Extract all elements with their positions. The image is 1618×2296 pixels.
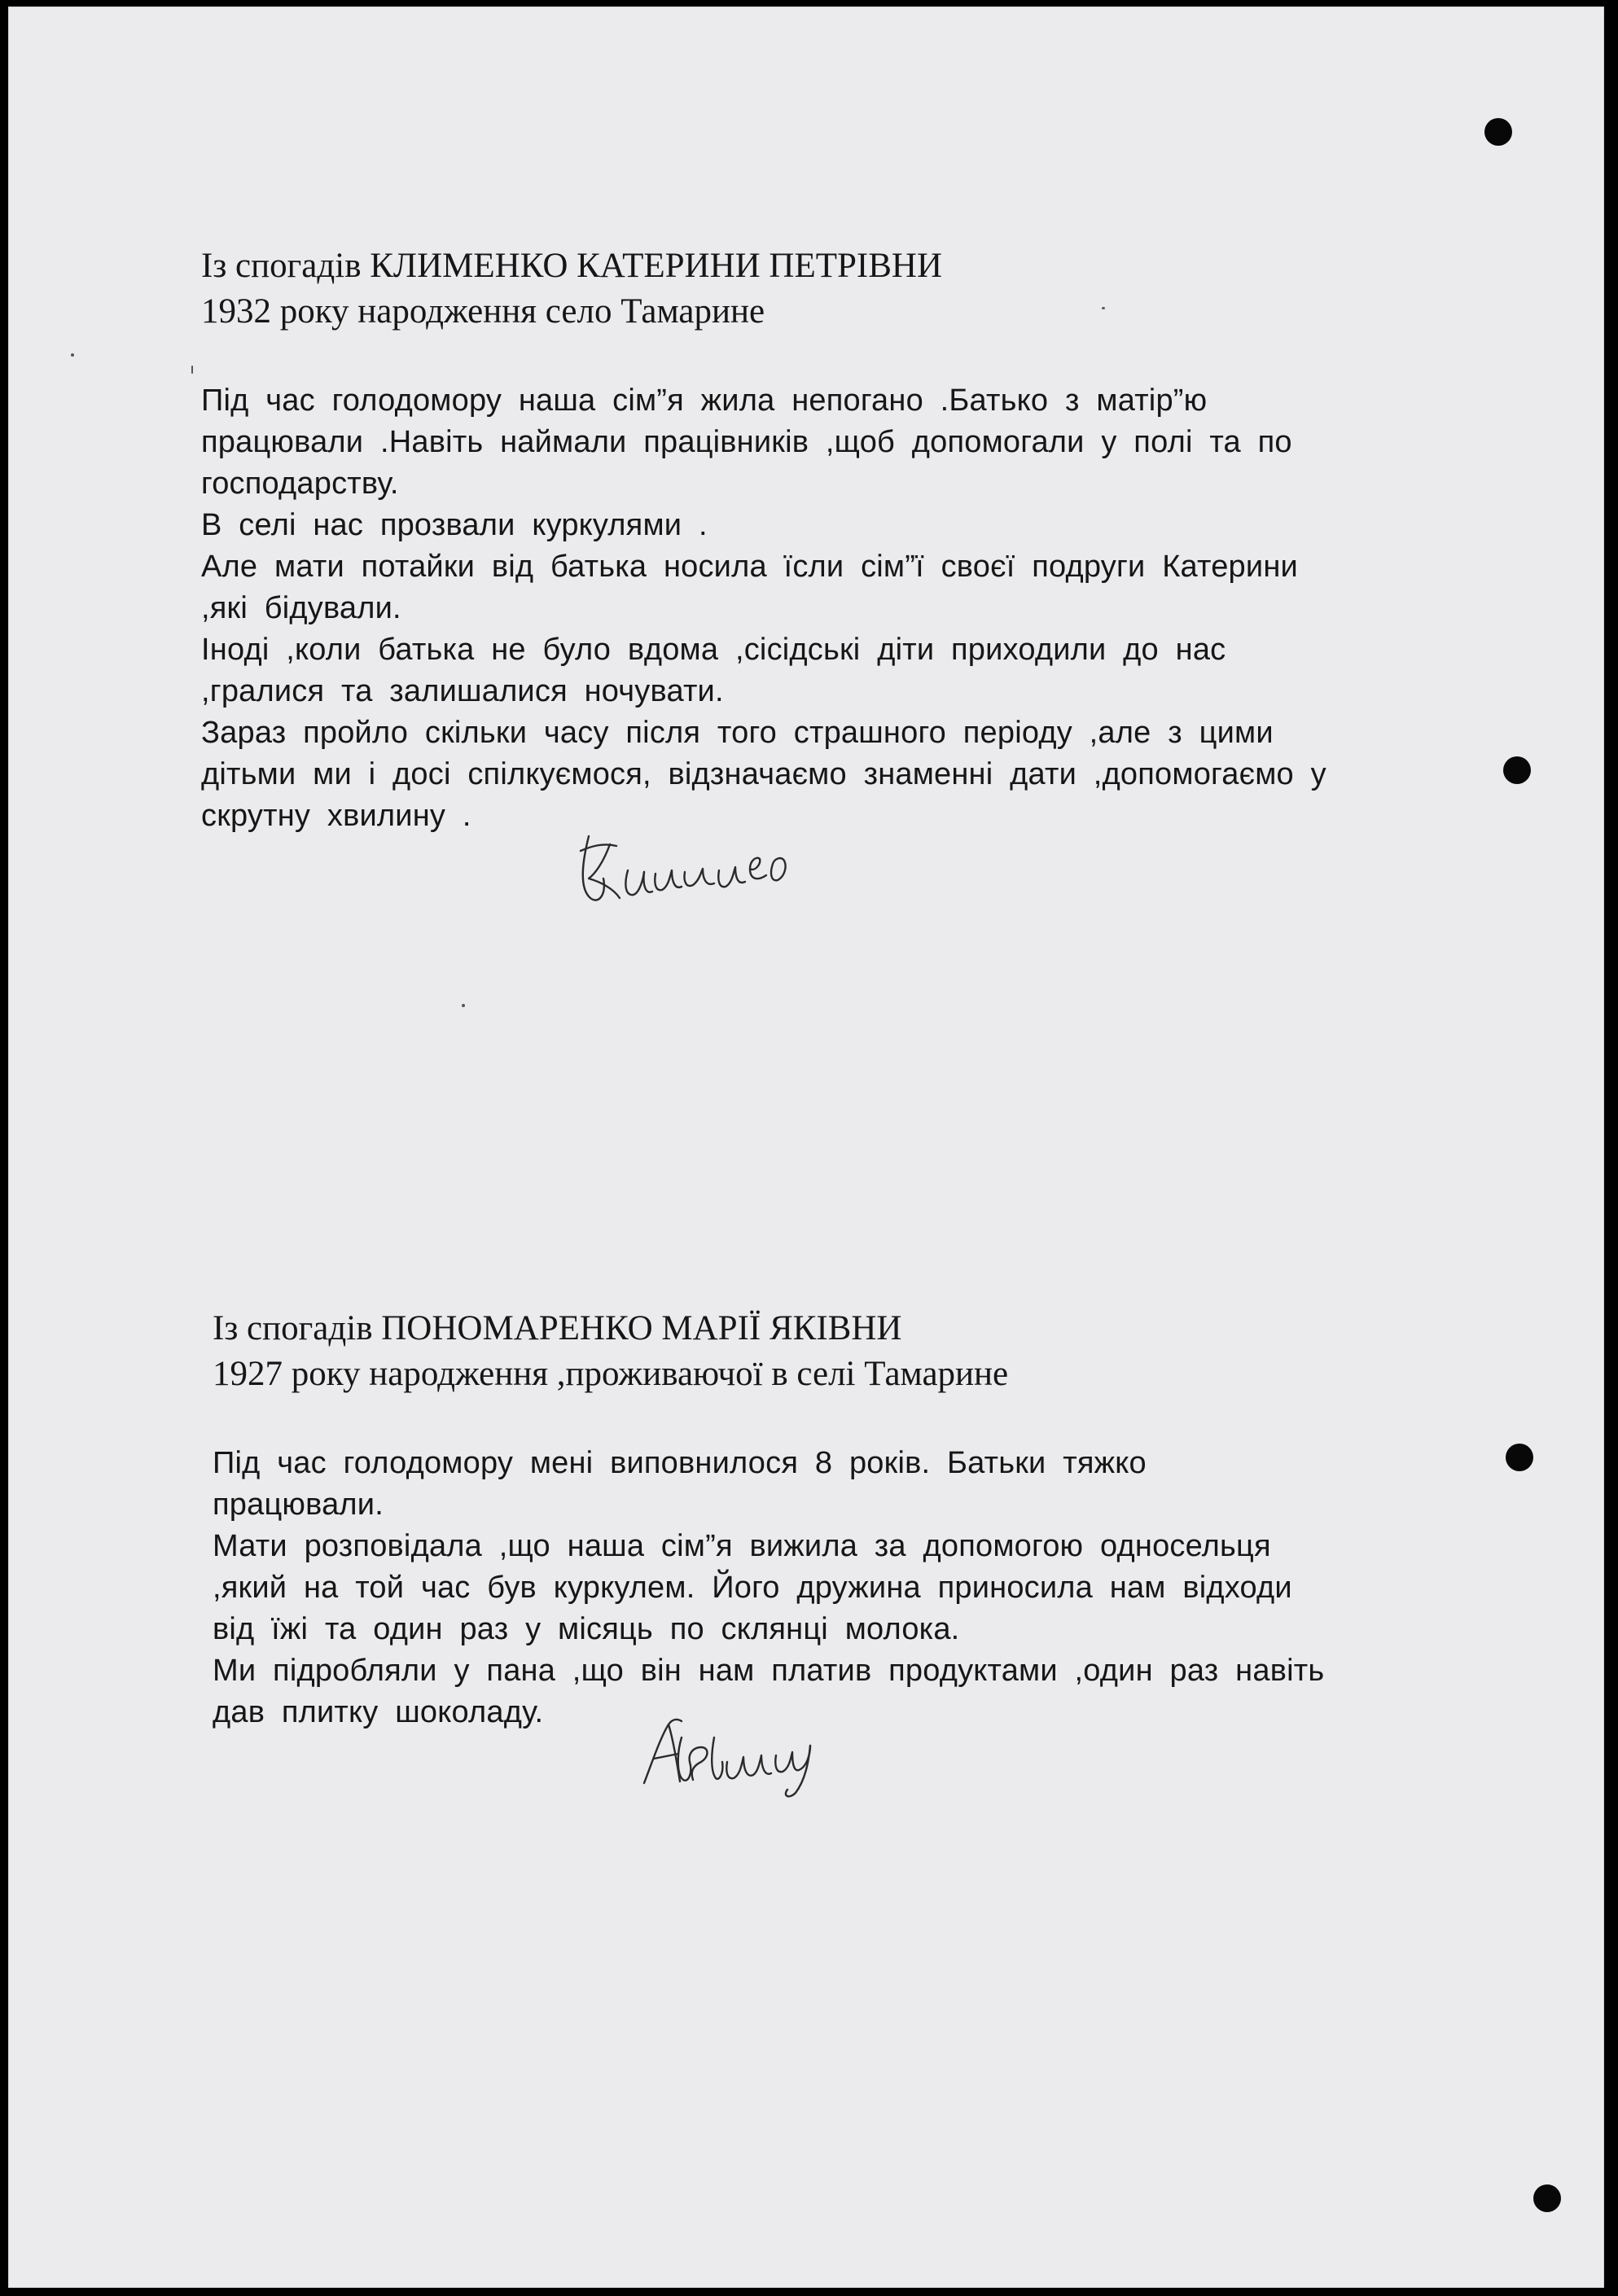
body-line: Мати розповідала ,що наша сім”я вижила за допомогою односельця (213, 1529, 1271, 1563)
body-line: дітьми ми і досі спілкуємося, відзначаємо знаменні дати ,допомогаємо у (201, 757, 1326, 791)
signature-ponomarenko-drawing (636, 1705, 848, 1803)
signature-klymenko-drawing (571, 813, 831, 919)
body-line: Ми підробляли у пана ,що він нам платив продуктами ,один раз навіть (213, 1654, 1325, 1688)
speck (71, 353, 74, 357)
body-line: Зараз пройло скільки часу після того страшного періоду ,але з цими (201, 716, 1274, 750)
body-line: ,які бідували. (201, 591, 401, 625)
body-line: ,гралися та залишалися ночувати. (201, 674, 724, 708)
memoir-section-klymenko (201, 243, 1326, 837)
body-line: В селі нас прозвали куркулями . (201, 508, 708, 542)
section-subtitle: 1927 року народження ,проживаючої в селі Тамарине (213, 1355, 1009, 1393)
section-subtitle: 1932 року народження село Тамарине (201, 292, 765, 331)
body-line: дав плитку шоколаду. (213, 1695, 544, 1729)
punch-hole (1484, 118, 1512, 146)
punch-hole (1533, 2184, 1561, 2212)
body-line: від їжі та один раз у місяць по склянці молока. (213, 1612, 960, 1646)
document-page (8, 7, 1604, 2288)
signature-ponomarenko (636, 1705, 848, 1807)
body-line: Під час голодомору наша сім”я жила непогано .Батько з матір”ю (201, 383, 1208, 418)
speck (462, 1004, 465, 1007)
body-line: Під час голодомору мені виповнилося 8 років. Батьки тяжко (213, 1446, 1147, 1480)
section-title: Із спогадів ПОНОМАРЕНКО МАРІЇ ЯКІВНИ (213, 1309, 902, 1347)
body-line: Але мати потайки від батька носила їсли сім”ї своєї подруги Катерини (201, 550, 1298, 584)
body-line: скрутну хвилину . (201, 799, 471, 833)
body-line: працювали. (213, 1488, 384, 1522)
section-title: Із спогадів КЛИМЕНКО КАТЕРИНИ ПЕТРІВНИ (201, 247, 943, 285)
body-line: Іноді ,коли батька не було вдома ,сісідські діти приходили до нас (201, 633, 1226, 667)
punch-hole (1506, 1444, 1533, 1471)
memoir-section-ponomarenko (213, 1306, 1324, 1733)
body-line: господарству. (201, 467, 399, 501)
body-line: працювали .Навіть наймали працівників ,щоб допомогали у полі та по (201, 425, 1292, 459)
body-line: ,який на той час був куркулем. Його дружина приносила нам відходи (213, 1571, 1292, 1605)
punch-hole (1503, 756, 1531, 784)
speck (191, 366, 193, 374)
signature-klymenko (571, 813, 831, 923)
